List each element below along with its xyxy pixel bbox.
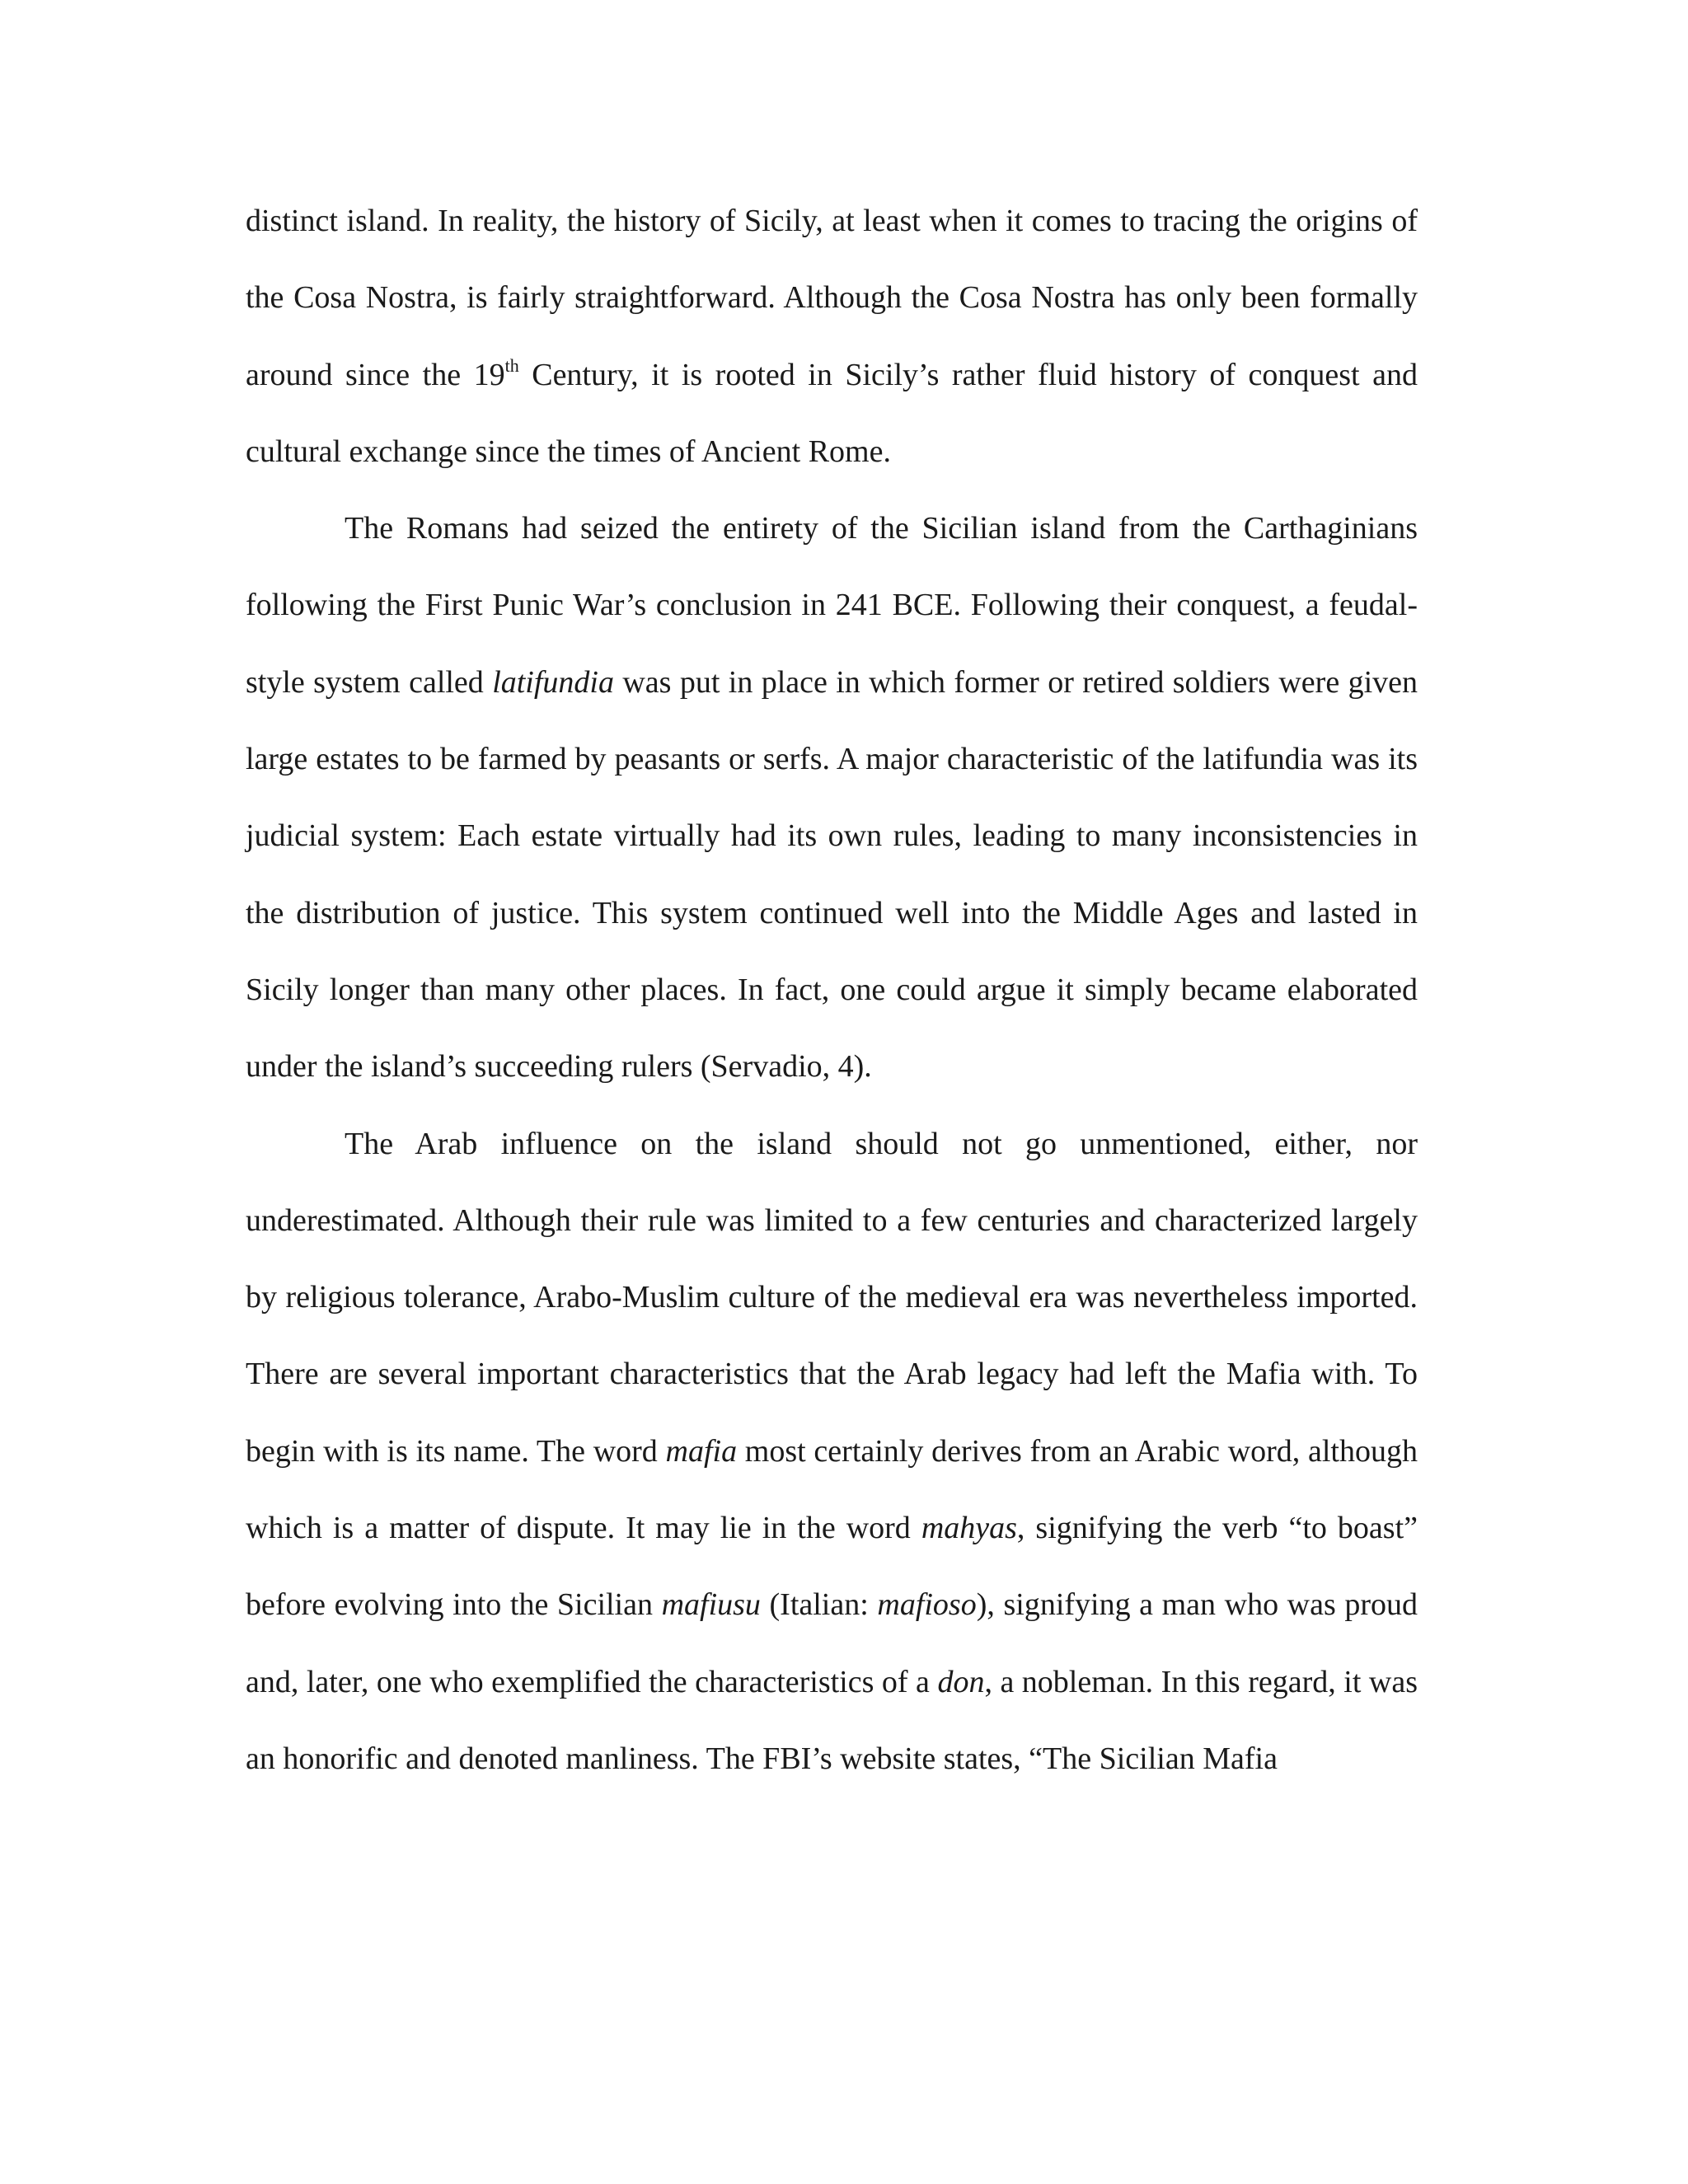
text-run: most certainly derives from an Arabic word, although which is a matter of dispute. It may lie in the word	[246, 1433, 1418, 1546]
paragraph	[246, 490, 1418, 1105]
text-run: , signifying the verb “to boast” before evolving into the Sicilian	[246, 1511, 1418, 1623]
body-text	[246, 183, 1418, 1797]
text-run: was put in place in which former or retired soldiers were given large estates to be farmed by peasants or serfs. A major characteristic of the latifundia was its judicial system: Each estate virtually had its own rules, leading to many inconsistencies in the distribution of justice. This system continued well into the Middle Ages and lasted in Sicily longer than many other places. In fact, one could argue it simply became elaborated under the island’s succeeding rulers (Servadio, 4).	[246, 664, 1418, 1085]
italic-term: mahyas	[921, 1511, 1017, 1546]
text-run: Century, it is rooted in Sicily’s rather fluid history of conquest and cultural exchange since the times of Ancient Rome.	[246, 357, 1418, 469]
italic-term: latifundia	[492, 664, 614, 700]
text-run: (Italian:	[760, 1587, 878, 1623]
text-run: , a nobleman. In this regard, it was an honorific and denoted manliness. The FBI’s website states, “The Sicilian Mafia	[246, 1664, 1418, 1776]
italic-term: don	[937, 1664, 985, 1699]
text-run: ), signifying a man who was proud and, later, one who exemplified the characteristics of a	[246, 1587, 1418, 1699]
text-run: The Arab influence on the island should not go unmentioned, either, nor underestimated. Although their rule was limited to a few centuries and characterized largely by religious tolerance, Arabo-Muslim culture of the medieval era was nevertheless imported. There are several important characteristics that the Arab legacy had left the Mafia with. To begin with is its name. The word	[246, 1126, 1418, 1469]
italic-term: mafiusu	[661, 1587, 761, 1623]
superscript: th	[504, 354, 519, 376]
text-run: distinct island. In reality, the history of Sicily, at least when it comes to tracing the origins of the Cosa Nostra, is fairly straightforward. Although the Cosa Nostra has only been formally around since the 19	[246, 204, 1418, 392]
italic-term: mafioso	[877, 1587, 977, 1623]
paragraph	[246, 1106, 1418, 1798]
italic-term: mafia	[665, 1433, 738, 1469]
text-run: The Romans had seized the entirety of the Sicilian island from the Carthaginians following the First Punic War’s conclusion in 241 BCE. Following their conquest, a feudal-style system called	[246, 511, 1418, 700]
paragraph	[246, 183, 1418, 490]
